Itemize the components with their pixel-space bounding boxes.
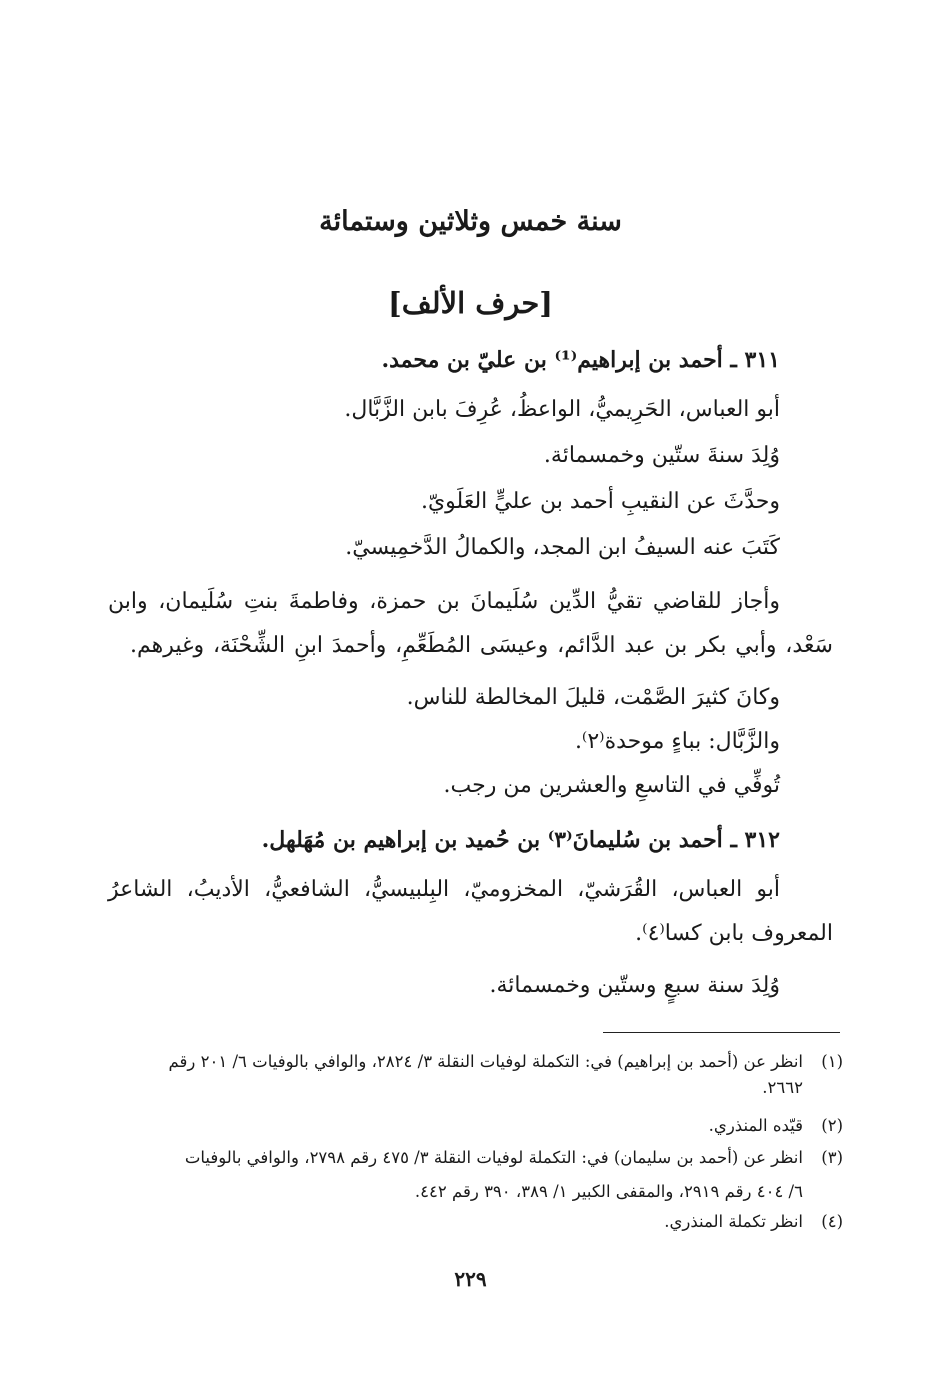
footnote-separator — [603, 1032, 840, 1033]
footnote-3 — [185, 1146, 843, 1170]
footnote-number: (٢) — [821, 1116, 843, 1135]
entry-311-line: وحدَّثَ عن النقيبِ أحمد بن عليٍّ العَلَويّ. — [420, 489, 780, 514]
footnote-number: (٤) — [821, 1212, 843, 1231]
entry-311-line: وأجاز للقاضي تقيُّ الدِّين سُلَيمانَ بن حمزة، وفاطمةَ بنتِ سُلَيمان، وابن — [108, 589, 780, 614]
entry-311-line: تُوفِّي في التاسعِ والعشرين من رجب. — [443, 773, 780, 798]
entry-312-heading: ٣١٢ ـ أحمد بن سُليمانَ⁽٣⁾ بن حُميد بن إبراهيم بن مُهَلهل. — [261, 827, 780, 853]
footnote-1-continuation: ٢٦٦٢. — [762, 1078, 803, 1097]
page-number: ٢٢٩ — [454, 1267, 487, 1291]
entry-311-line: كَتَبَ عنه السيفُ ابن المجد، والكمالُ الدَّخمِيسيّ. — [345, 535, 780, 560]
entry-311-heading: ٣١١ ـ أحمد بن إبراهيم⁽¹⁾ بن عليّ بن محمد. — [381, 347, 780, 373]
entry-312-line: أبو العباس، القُرَشيّ، المخزوميّ، البِلبيسيُّ، الشافعيُّ، الأديبُ، الشاعرُ — [108, 877, 780, 902]
footnote-text: انظر عن (أحمد بن سليمان) في: التكملة لوفيات النقلة ٣/ ٤٧٥ رقم ٢٧٩٨، والوافي بالوفيات — [184, 1148, 803, 1167]
footnote-text: قيّده المنذري. — [708, 1116, 803, 1135]
section-title: [حرف الألف] — [388, 286, 553, 320]
footnote-number: (٣) — [821, 1148, 843, 1167]
entry-312-line: وُلِدَ سنة سبعٍ وستّين وخمسمائة. — [489, 973, 780, 998]
footnote-1 — [169, 1050, 843, 1074]
footnote-2 — [709, 1114, 843, 1138]
footnote-text: انظر تكملة المنذري. — [664, 1212, 803, 1231]
entry-311-line: وُلِدَ سنةَ ستّين وخمسمائة. — [543, 443, 780, 468]
entry-312-line: المعروف بابن كسا⁽٤⁾. — [635, 921, 833, 946]
entry-311-line: والزَّبَّال: بباءٍ موحدة⁽٢⁾. — [574, 729, 780, 754]
entry-311-line: سَعْد، وأبي بكر بن عبد الدَّائم، وعيسَى المُطَعِّمِ، وأحمدَ ابنِ الشِّحْنَة، وغيرهم. — [130, 633, 833, 658]
entry-311-line: وكانَ كثيرَ الصَّمْت، قليلَ المخالطة للناس. — [406, 685, 780, 710]
footnote-4 — [664, 1210, 843, 1234]
year-title: سنة خمس وثلاثين وستمائة — [319, 206, 622, 237]
entry-311-line: أبو العباس، الحَرِيميُّ، الواعظُ، عُرِفَ بابن الزَّبَّال. — [344, 397, 780, 422]
footnote-number: (١) — [821, 1052, 843, 1071]
footnote-3-continuation: ٦/ ٤٠٤ رقم ٢٩١٩، والمقفى الكبير ١/ ٣٨٩، ٣٩٠ رقم ٤٤٢. — [414, 1182, 803, 1201]
footnote-text: انظر عن (أحمد بن إبراهيم) في: التكملة لوفيات النقلة ٣/ ٢٨٢٤، والوافي بالوفيات ٦/ ٢٠١ رقم — [168, 1052, 803, 1071]
